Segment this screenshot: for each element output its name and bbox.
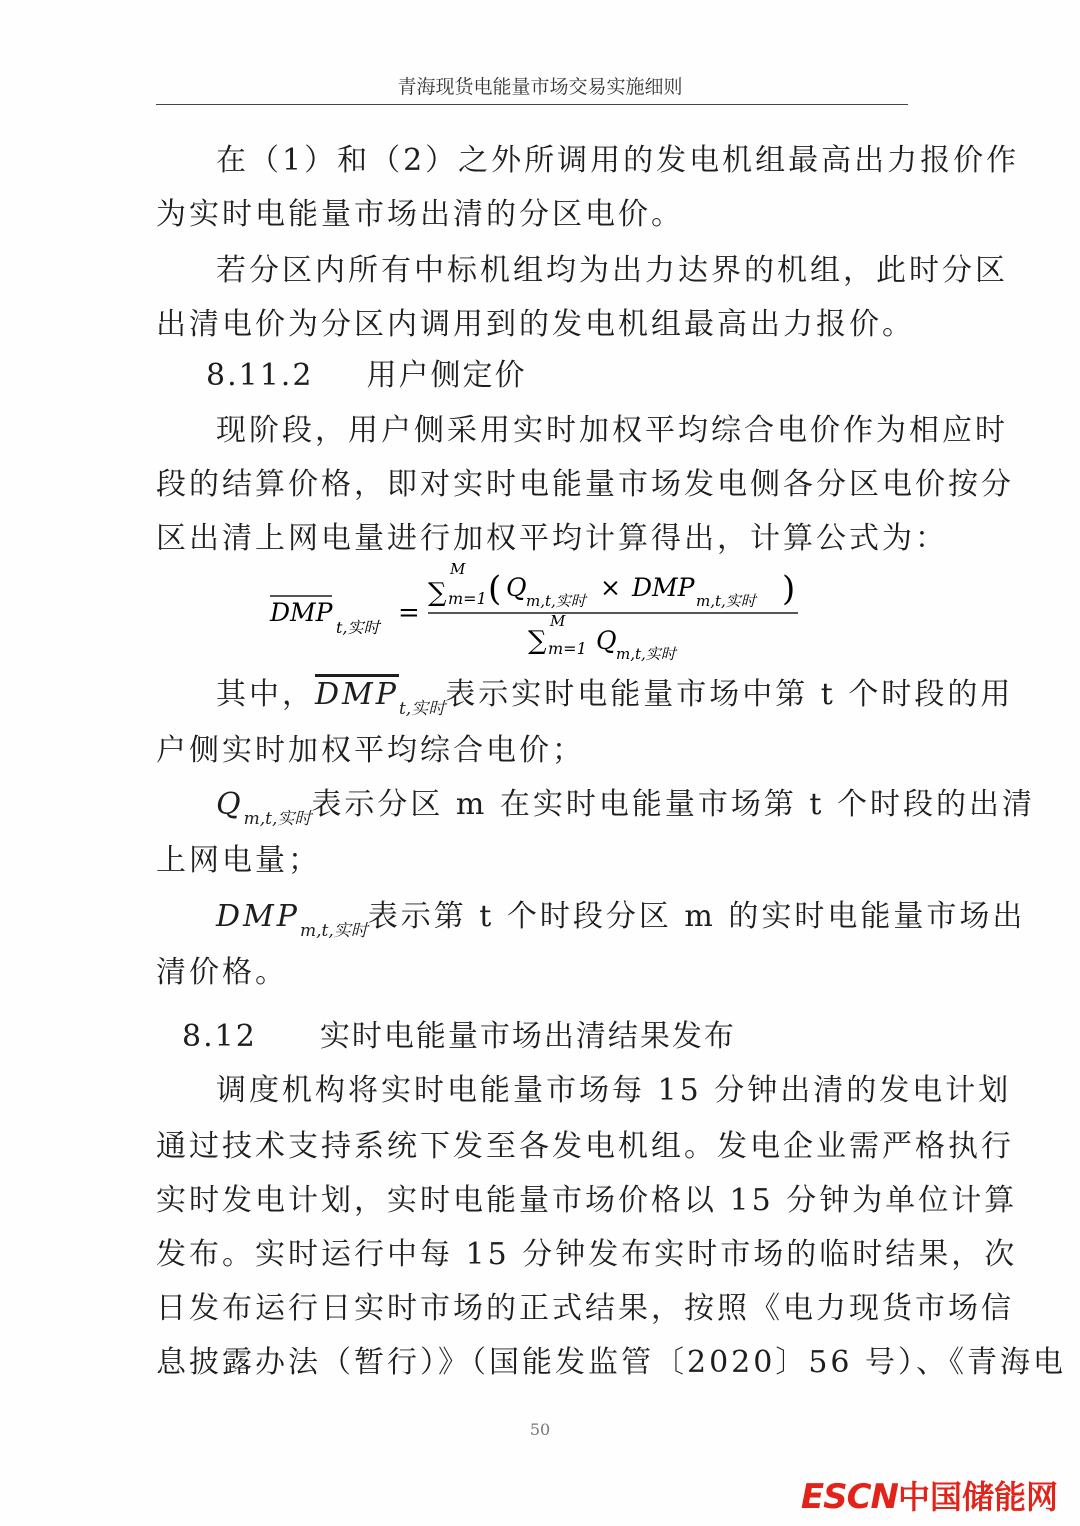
definition-symbol: Q xyxy=(216,787,244,822)
denominator-sum-upper: M xyxy=(550,612,566,630)
numerator-sum-lower: m=1 xyxy=(448,589,487,608)
paragraph-line: 上网电量； xyxy=(156,843,321,878)
header-divider xyxy=(156,104,908,105)
definition-lead: 其中， xyxy=(216,677,315,712)
definition-symbol-sub: m,t,实时 xyxy=(243,809,312,829)
paragraph-line: 现阶段，用户侧采用实时加权平均综合电价作为相应时 xyxy=(216,413,1008,448)
formula-svg xyxy=(260,556,820,666)
paragraph-line: 实时发电计划，实时电能量市场价格以 15 分钟为单位计算 xyxy=(156,1183,1018,1218)
denominator-sum-lower: m=1 xyxy=(548,639,587,658)
section-title: 实时电能量市场出清结果发布 xyxy=(319,1019,736,1054)
definition-line xyxy=(216,898,1026,941)
paragraph-line: 通过技术支持系统下发至各发电机组。发电企业需严格执行 xyxy=(156,1129,1014,1164)
paragraph-line: 调度机构将实时电能量市场每 15 分钟出清的发电计划 xyxy=(216,1073,1012,1108)
numerator-left-paren: ( xyxy=(488,569,502,609)
paragraph-line: 发布。实时运行中每 15 分钟发布实时市场的临时结果，次 xyxy=(156,1237,1018,1272)
equals-sign: = xyxy=(398,598,420,628)
paragraph-line: 在（1）和（2）之外所调用的发电机组最高出力报价作 xyxy=(216,143,1020,178)
paragraph-line: 日发布运行日实时市场的正式结果，按照《电力现货市场信 xyxy=(156,1291,1014,1326)
paragraph-line: 出清电价为分区内调用到的发电机组最高出力报价。 xyxy=(156,307,915,342)
escn-watermark-logo xyxy=(801,1472,1058,1518)
numerator-right-paren: ) xyxy=(782,569,796,609)
paragraph-line: 为实时电能量市场出清的分区电价。 xyxy=(156,197,684,232)
section-number: 8.11.2 xyxy=(206,358,314,393)
definition-text: 表示分区 m 在实时电能量市场第 t 个时段的出清 xyxy=(311,787,1036,822)
denominator-sum: ∑ xyxy=(528,626,547,656)
numerator-sum-upper: M xyxy=(450,560,466,578)
numerator-q-sub: m,t,实时 xyxy=(526,592,586,610)
numerator-dmp-sub: m,t,实时 xyxy=(696,592,756,610)
paragraph-line: 若分区内所有中标机组均为出力达界的机组，此时分区 xyxy=(216,253,1008,288)
paragraph-line: 区出清上网电量进行加权平均计算得出，计算公式为： xyxy=(156,521,948,556)
numerator-sum: ∑ xyxy=(428,578,447,608)
watermark-latin: ESCN xyxy=(800,1477,898,1517)
watermark-cn: 中国储能网 xyxy=(897,1478,1058,1516)
lhs-sub: t,实时 xyxy=(336,618,380,637)
definition-symbol: $\overline{DMP}$ xyxy=(315,677,399,712)
section-heading-8-12 xyxy=(182,1018,736,1056)
page-header-title: 青海现货电能量市场交易实施细则 xyxy=(397,76,683,98)
section-title: 用户侧定价 xyxy=(366,358,527,393)
numerator-dmp: DMP xyxy=(632,573,695,602)
page-number: 50 xyxy=(529,1420,551,1439)
definition-line xyxy=(216,786,1036,829)
definition-symbol: DMP xyxy=(216,899,300,934)
denominator-q-sub: m,t,实时 xyxy=(616,645,676,663)
paragraph-line: 段的结算价格，即对实时电能量市场发电侧各分区电价按分 xyxy=(156,467,1014,502)
paragraph-line: 清价格。 xyxy=(156,955,288,990)
definition-symbol-sub: m,t,实时 xyxy=(299,921,368,941)
definition-text: 表示第 t 个时段分区 m 的实时电能量市场出 xyxy=(367,899,1026,934)
section-heading-8-11-2 xyxy=(206,357,527,395)
definition-text: 表示实时电能量市场中第 t 个时段的用 xyxy=(445,677,1014,712)
times-sign: × xyxy=(600,573,621,602)
section-number: 8.12 xyxy=(182,1019,257,1054)
definition-line xyxy=(216,676,1014,719)
definition-symbol-sub: t,实时 xyxy=(398,699,446,719)
paragraph-line: 息披露办法（暂行）》（国能发监管〔2020〕56 号）、《青海电 xyxy=(156,1345,1067,1380)
lhs-dmp: DMP xyxy=(270,598,333,627)
paragraph-line: 户侧实时加权平均综合电价； xyxy=(156,733,585,768)
denominator-q: Q xyxy=(596,626,617,655)
numerator-q: Q xyxy=(506,573,527,602)
weighted-price-formula xyxy=(260,556,820,666)
